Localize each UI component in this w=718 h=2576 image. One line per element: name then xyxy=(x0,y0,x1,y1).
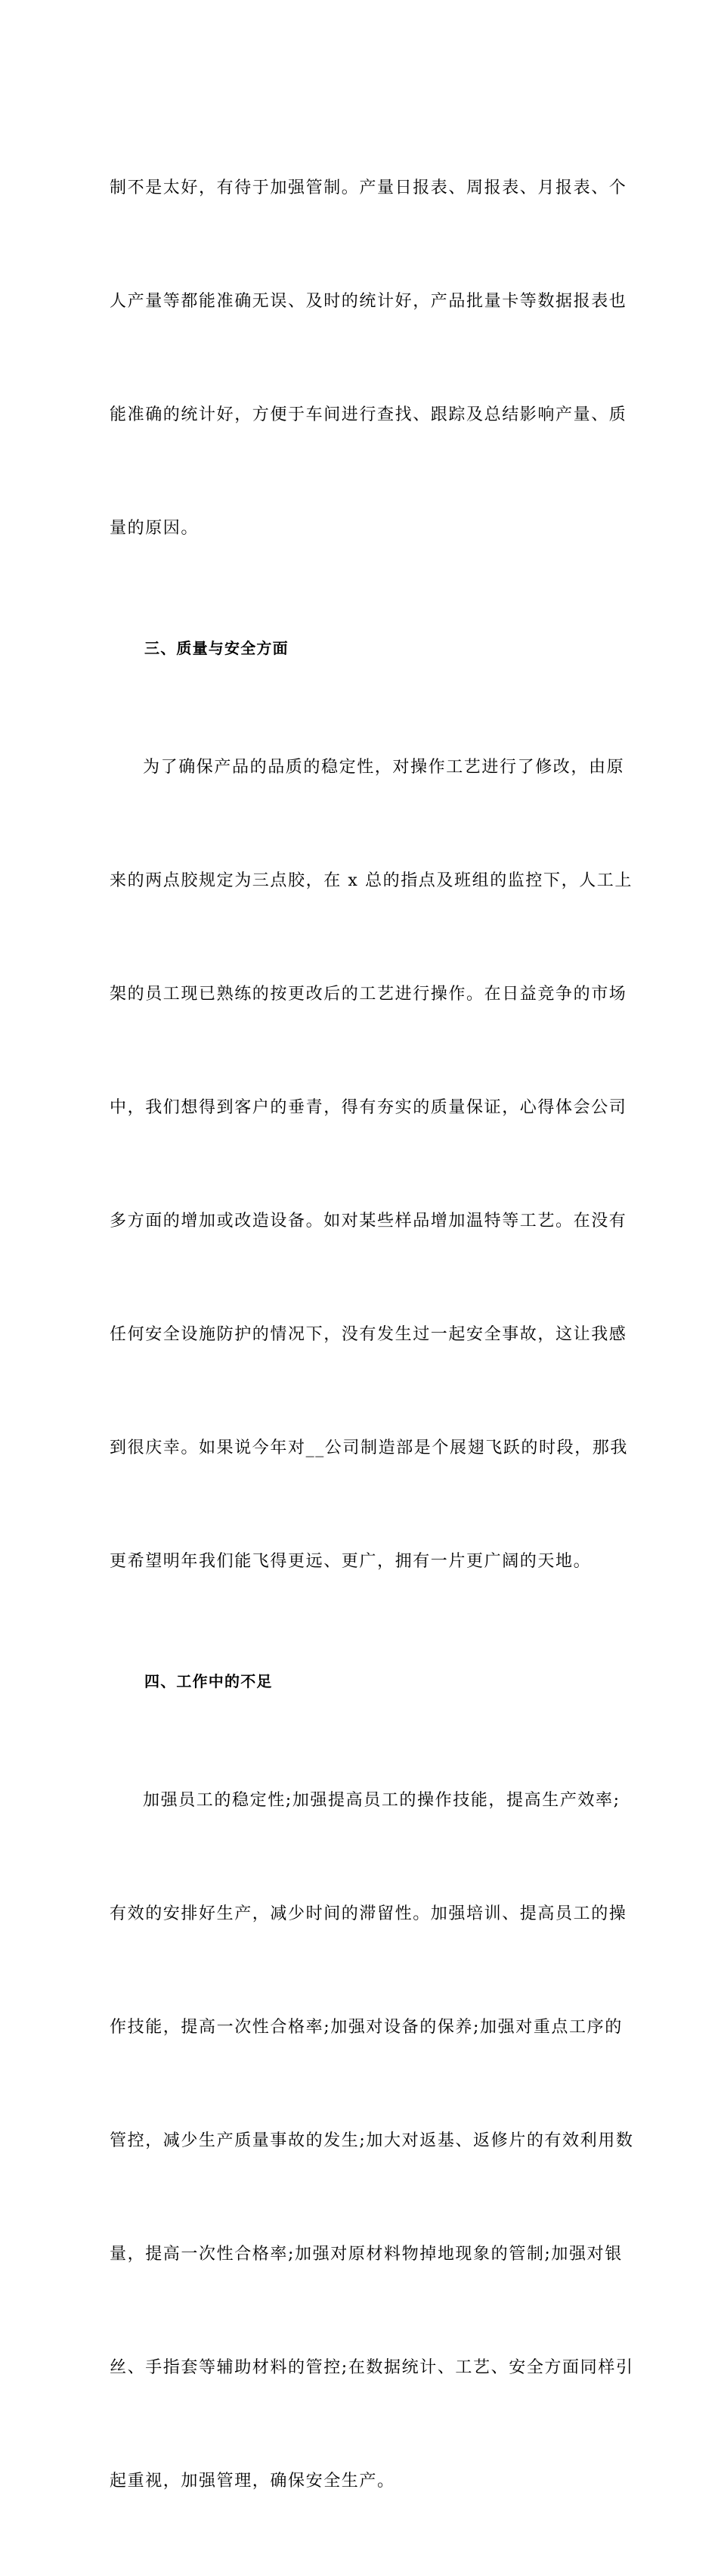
paragraph-quality-safety xyxy=(110,673,633,1656)
text-line: 有效的安排好生产，减少时间的滞留性。加强培训、提高员工的操 xyxy=(110,1904,627,1923)
text-line: 加强员工的稳定性;加强提高员工的操作技能，提高生产效率; xyxy=(143,1791,621,1810)
document-page xyxy=(110,94,634,2576)
text-line: 来的两点胶规定为三点胶，在 x 总的指点及班组的监控下，人工上 xyxy=(110,871,633,890)
text-line: 更希望明年我们能飞得更远、更广，拥有一片更广阔的天地。 xyxy=(110,1552,592,1571)
text-line: 架的员工现已熟练的按更改后的工艺进行操作。在日益竞争的市场 xyxy=(110,985,627,1004)
section-heading-shortcomings: 四、工作中的不足 xyxy=(144,1672,273,1690)
text-line: 丝、手指套等辅助材料的管控;在数据统计、工艺、安全方面同样引 xyxy=(110,2358,634,2377)
text-line: 起重视，加强管理，确保安全生产。 xyxy=(110,2472,395,2491)
text-line: 能准确的统计好，方便于车间进行查找、跟踪及总结影响产量、质 xyxy=(110,405,627,424)
text-line: 人产量等都能准确无误、及时的统计好，产品批量卡等数据报表也 xyxy=(110,292,627,311)
paragraph-production-stats xyxy=(110,94,627,623)
text-line: 量，提高一次性合格率;加强对原材料物掉地现象的管制;加强对银 xyxy=(110,2245,623,2264)
text-line: 管控，减少生产质量事故的发生;加大对返基、返修片的有效利用数 xyxy=(110,2131,634,2150)
text-line: 作技能，提高一次性合格率;加强对设备的保养;加强对重点工序的 xyxy=(110,2018,623,2037)
text-line: 为了确保产品的品质的稳定性，对操作工艺进行了修改，由原 xyxy=(143,758,625,777)
text-line: 任何安全设施防护的情况下，没有发生过一起安全事故，这让我感 xyxy=(110,1325,627,1344)
text-line: 到很庆幸。如果说今年对__公司制造部是个展翅飞跃的时段，那我 xyxy=(110,1439,629,1457)
text-line: 制不是太好，有待于加强管制。产量日报表、周报表、月报表、个 xyxy=(110,178,627,197)
text-line: 多方面的增加或改造设备。如对某些样品增加温特等工艺。在没有 xyxy=(110,1212,627,1231)
paragraph-shortcomings xyxy=(110,1706,634,2576)
text-line: 中，我们想得到客户的垂青，得有夯实的质量保证，心得体会公司 xyxy=(110,1098,627,1117)
section-heading-quality-safety: 三、质量与安全方面 xyxy=(144,639,289,657)
text-line: 量的原因。 xyxy=(110,519,200,538)
